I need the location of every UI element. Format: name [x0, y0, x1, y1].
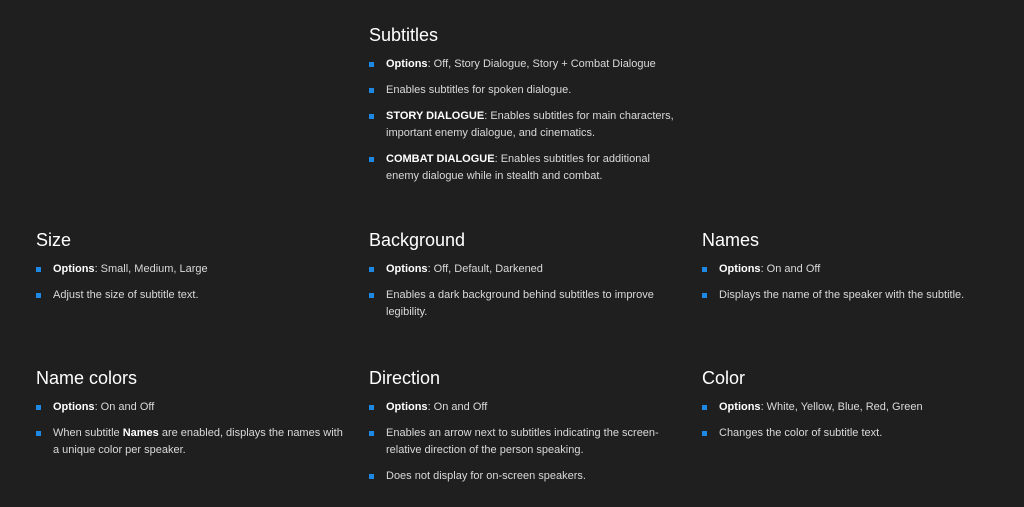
section-names — [702, 229, 1012, 313]
list-item: Enables an arrow next to subtitles indicating the screen-relative direction of the person speaking. — [369, 425, 679, 459]
bullet-icon — [36, 405, 41, 410]
section-title-names: Names — [702, 230, 760, 250]
section-title-subtitles: Subtitles — [369, 25, 439, 45]
section-title-background: Background — [369, 230, 466, 250]
bullet-list-direction — [369, 399, 679, 485]
bullet-icon — [369, 293, 374, 298]
list-item: STORY DIALOGUE: Enables subtitles for main characters, important enemy dialogue, and cinematics. — [369, 108, 679, 142]
bullet-list-size — [36, 261, 346, 304]
section-title-size: Size — [36, 230, 72, 250]
section-title-name-colors: Name colors — [36, 368, 138, 388]
bullet-icon — [369, 474, 374, 479]
list-item: Options: Off, Story Dialogue, Story + Combat Dialogue — [369, 56, 679, 73]
bullet-icon — [36, 431, 41, 436]
list-item: Options: Small, Medium, Large — [36, 261, 346, 278]
bullet-list-names — [702, 261, 1012, 304]
bullet-icon — [369, 62, 374, 67]
list-item: When subtitle Names are enabled, displays the names with a unique color per speaker. — [36, 425, 346, 459]
section-subtitles — [369, 24, 679, 194]
bullet-icon — [369, 88, 374, 93]
list-item: Displays the name of the speaker with the subtitle. — [702, 287, 1012, 304]
section-background — [369, 229, 679, 330]
section-title-direction: Direction — [369, 368, 441, 388]
list-item: Adjust the size of subtitle text. — [36, 287, 346, 304]
list-item: Enables a dark background behind subtitles to improve legibility. — [369, 287, 679, 321]
list-item: Options: On and Off — [369, 399, 679, 416]
list-item: Options: Off, Default, Darkened — [369, 261, 679, 278]
bullet-list-subtitles — [369, 56, 679, 185]
list-item: Options: On and Off — [702, 261, 1012, 278]
bullet-icon — [369, 157, 374, 162]
bullet-icon — [36, 267, 41, 272]
bullet-icon — [36, 293, 41, 298]
section-title-color: Color — [702, 368, 746, 388]
bullet-icon — [702, 293, 707, 298]
section-color — [702, 367, 1012, 451]
list-item: Does not display for on-screen speakers. — [369, 468, 679, 485]
bullet-icon — [702, 405, 707, 410]
bullet-list-background — [369, 261, 679, 321]
bullet-icon — [369, 431, 374, 436]
section-size — [36, 229, 346, 313]
bullet-icon — [702, 431, 707, 436]
section-direction — [369, 367, 679, 494]
bullet-icon — [369, 405, 374, 410]
list-item: Options: White, Yellow, Blue, Red, Green — [702, 399, 1012, 416]
bullet-list-color — [702, 399, 1012, 442]
list-item: Options: On and Off — [36, 399, 346, 416]
list-item: Enables subtitles for spoken dialogue. — [369, 82, 679, 99]
section-name-colors — [36, 367, 346, 468]
list-item: Changes the color of subtitle text. — [702, 425, 1012, 442]
bullet-icon — [702, 267, 707, 272]
bullet-icon — [369, 114, 374, 119]
list-item: COMBAT DIALOGUE: Enables subtitles for additional enemy dialogue while in stealth and combat. — [369, 151, 679, 185]
bullet-list-name-colors — [36, 399, 346, 459]
bullet-icon — [369, 267, 374, 272]
